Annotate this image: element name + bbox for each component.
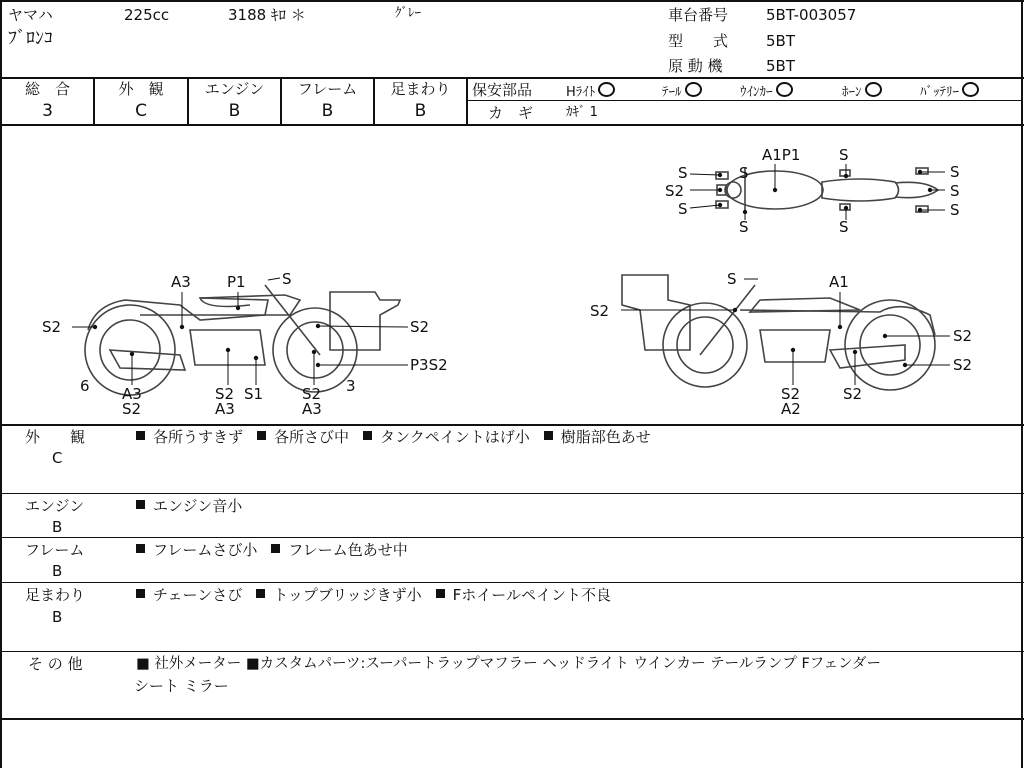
safety-item-winker [740,82,793,102]
rule-remark-4 [0,651,1024,652]
grade-engine-value: B [228,101,241,121]
body-left [88,298,268,330]
label-s2: S2 [843,385,863,403]
safety-item-battery [920,82,979,102]
damage-dot [316,363,320,367]
remark-item-text: フレームさび小 [153,541,258,559]
remark-item [257,428,349,446]
damage-dot [226,348,230,352]
remark-suspension-grade: B [52,608,63,626]
label-s: S [678,164,688,182]
fairing-left [330,292,400,350]
bullet-icon [136,500,145,509]
grade-suspension-label: 足まわり [390,80,451,98]
damage-dot [918,170,922,174]
front-rim-right [677,317,733,373]
tail-winker-right [916,206,928,212]
label-a1: A1 [829,273,849,291]
label-s2: S2 [781,385,801,403]
bullet-icon [271,544,280,553]
ok-mark-icon [598,82,615,97]
maker: ヤマハ [8,6,53,24]
remark-exterior-grade: C [52,449,63,467]
grade-exterior-value: C [135,101,147,121]
label-s2: S2 [953,356,973,374]
safety-label: ﾎｰﾝ [842,85,862,100]
remark-frame-grade: B [52,562,63,580]
leader [268,278,280,280]
displacement: 225cc [124,6,170,24]
safety-item-tail [662,82,702,102]
key-value: ｶｷﾞ 1 [566,105,598,120]
bullet-icon [136,431,145,440]
label-a3: A3 [215,400,235,418]
damage-dot [316,324,320,328]
label-s2: S2 [42,318,62,336]
label-s2: S2 [953,327,973,345]
remark-engine-grade: B [52,518,63,536]
damage-dot [883,334,887,338]
label-a2: A2 [781,400,801,418]
engine-label: 原 動 機 [668,57,723,75]
safety-label: ﾃｰﾙ [662,85,682,100]
rear-rim-right [860,315,920,375]
label-s: S [839,146,849,164]
label-s: S [950,182,960,200]
remark-exterior-items [136,428,665,446]
remark-item-text: 各所うすきず [153,428,244,446]
remark-suspension-label: 足まわり [25,586,86,604]
label-s: S [727,270,737,288]
rule-remark-3 [0,582,1024,583]
damage-dot [791,348,795,352]
bullet-icon [256,589,265,598]
label-a3: A3 [122,385,142,403]
label-s2: S2 [215,385,235,403]
label-6: 6 [80,377,90,395]
remark-other-label: そ の 他 [28,655,83,673]
remark-item [136,428,243,446]
remark-item [271,541,407,559]
damage-dot [928,188,932,192]
damage-dot [718,188,722,192]
damage-dot [743,210,747,214]
seat-outline [822,179,899,201]
damage-dot [918,208,922,212]
damage-diagram [0,126,1022,424]
damage-dot [733,308,737,312]
remark-frame-items [136,541,422,559]
damage-dot [853,350,857,354]
left-leaders [72,278,408,385]
remark-item [136,497,242,515]
remark-item [363,428,530,446]
bullet-icon [436,589,445,598]
damage-dot [312,350,316,354]
label-s2: S2 [590,302,610,320]
key-label: カ ギ [488,104,534,122]
grade-exterior-label: 外 観 [118,80,164,98]
damage-dot [903,363,907,367]
rear-wheel-right [845,300,935,390]
damage-dot [236,306,240,310]
motorcycle-top-view [716,168,938,212]
label-s2: S2 [122,400,142,418]
safety-item-headlight [566,82,615,102]
rear-wheel-left [85,305,175,395]
border-top [0,0,1024,2]
remark-item-text: トップブリッジきず小 [273,586,422,604]
engine-right [760,330,830,362]
safety-item-horn [842,82,882,102]
label-p1: P1 [227,273,246,291]
remark-item-text: 各所さび中 [274,428,350,446]
grade-frame-label: フレーム [297,80,358,98]
grade-engine-label: エンジン [204,80,265,98]
remark-item-text: タンクペイントはげ小 [380,428,530,446]
label-s2: S2 [410,318,430,336]
remark-frame-label: フレーム [25,541,85,559]
type-value: 5BT [766,32,795,50]
label-s: S [950,163,960,181]
bullet-icon [136,544,145,553]
label-s: S [839,218,849,236]
rule-bottom [0,718,1024,720]
remark-item [436,586,611,604]
bullet-icon [363,431,372,440]
mileage: 3188 ｷﾛ ＊ [228,6,306,24]
label-s1: S1 [244,385,264,403]
front-wheel-right [663,303,747,387]
rule-remark-2 [0,537,1024,538]
motorcycle-right-view [622,275,935,390]
frame-number: 5BT-003057 [766,6,857,24]
label-a3: A3 [302,400,322,418]
remark-item-text: Fホイールペイント不良 [452,586,611,604]
label-s: S [950,201,960,219]
label-a3: A3 [171,273,191,291]
model-name: ﾌﾞﾛﾝｺ [8,28,53,49]
ok-mark-icon [962,82,979,97]
label-a1p1: A1P1 [762,146,801,164]
ok-mark-icon [865,82,882,97]
damage-dot [718,203,722,207]
rear-rim-left [100,320,160,380]
rule-diagram [0,424,1024,426]
frame-label: 車台番号 [668,6,729,24]
color: ｸﾞﾚｰ [395,6,421,21]
safety-label: ﾊﾞｯﾃﾘｰ [920,85,959,100]
ok-mark-icon [776,82,793,97]
remark-engine-items [136,497,256,515]
rule-remark-1 [0,493,1024,494]
label-s: S [739,164,749,182]
label-s2: S2 [665,182,685,200]
ok-mark-icon [685,82,702,97]
damage-dot [718,173,722,177]
rule-header [0,77,1024,79]
grade-total-value: 3 [42,101,53,121]
label-p3s2: P3S2 [410,356,448,374]
label-3: 3 [346,377,356,395]
remark-suspension-items [136,586,625,604]
damage-dot [844,174,848,178]
bullet-icon [257,431,266,440]
damage-dot [844,206,848,210]
remark-item [136,541,257,559]
remark-item [136,586,242,604]
safety-label: Hﾗｲﾄ [566,85,596,100]
safety-title: 保安部品 [472,81,533,99]
damage-dot [130,352,134,356]
damage-dot [180,325,184,329]
type-label: 型 式 [668,32,729,50]
label-s: S [678,200,688,218]
remark-exterior-label: 外 観 [25,428,86,446]
label-s2: S2 [302,385,322,403]
damage-points [93,170,932,367]
damage-dot [838,325,842,329]
grade-sep [466,77,468,125]
muffler-right [830,345,905,368]
remark-item [544,428,651,446]
damage-dot [254,356,258,360]
label-s: S [739,218,749,236]
grade-suspension-value: B [414,101,427,121]
damage-dot [93,325,97,329]
remark-item [256,586,421,604]
remark-other-line2: シート ミラー [134,677,229,695]
fairing-right [622,275,690,350]
damage-dot [773,188,777,192]
bullet-icon [136,589,145,598]
remark-other-line1: ■ 社外メーター ■カスタムパーツ:スーパートラップマフラー ヘッドライト ウインカー テールランプ Fフェンダー [136,656,881,672]
remark-item-text: フレーム色あせ中 [288,541,408,559]
remark-item-text: チェーンさび [153,586,243,604]
remark-engine-label: エンジン [25,497,85,515]
safety-label: ｳｲﾝｶｰ [740,85,773,100]
grade-frame-value: B [321,101,334,121]
remark-item-text: 樹脂部色あせ [560,428,651,446]
remark-item-text: エンジン音小 [153,497,243,515]
engine-value: 5BT [766,57,795,75]
label-s: S [282,270,292,288]
grade-total-label: 総 合 [24,80,70,98]
bullet-icon [544,431,553,440]
tail-winker-left [916,168,928,174]
